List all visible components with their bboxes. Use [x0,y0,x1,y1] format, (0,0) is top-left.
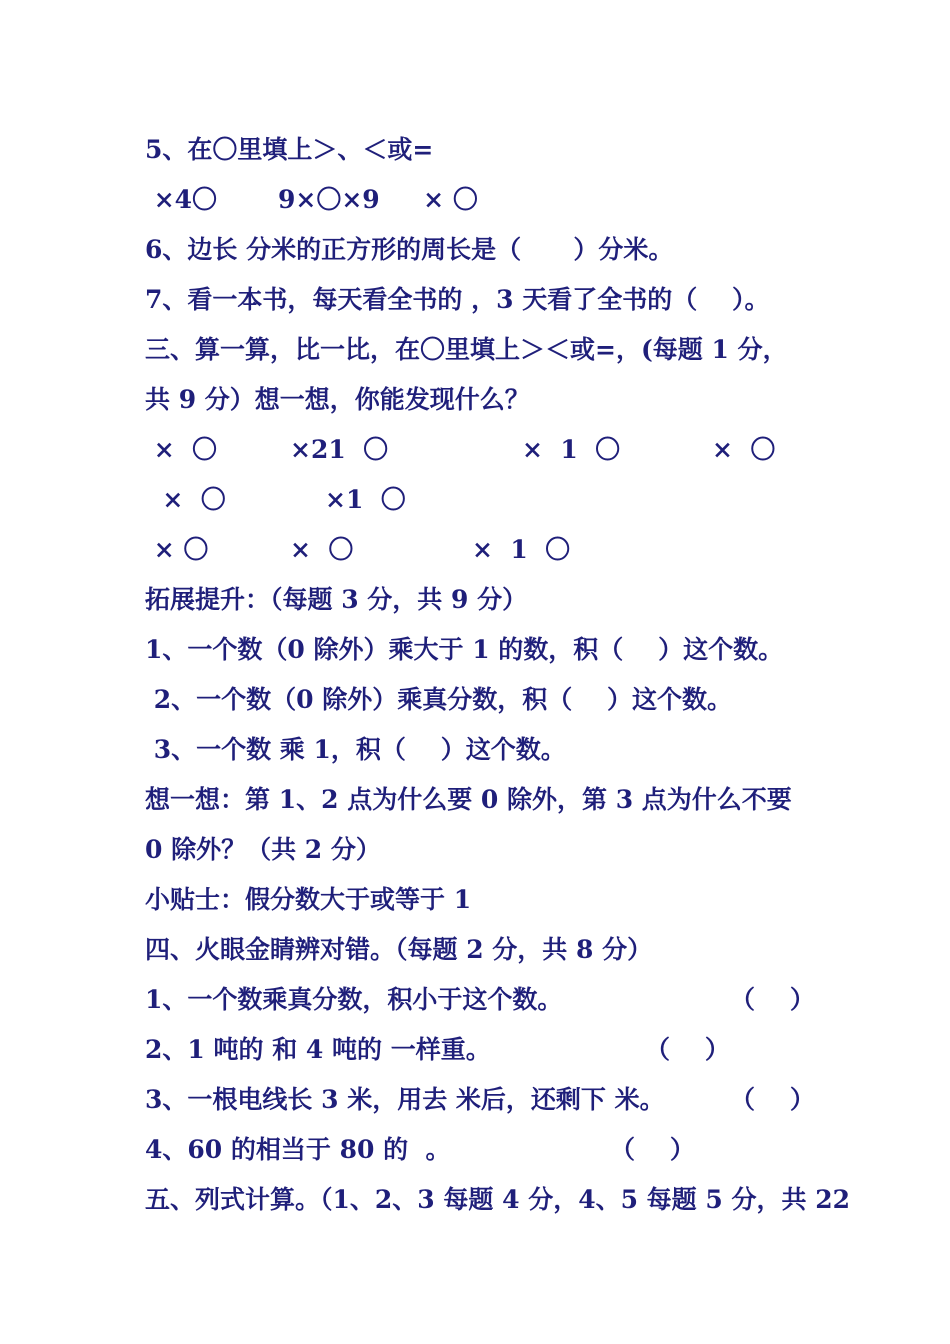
think-question-cont: 0 除外？（共 2 分） [145,835,381,864]
compare-item: × 〇 [290,535,354,564]
judge-2: 2、1 吨的 和 4 吨的 一样重。 [145,1035,491,1064]
think-question: 想一想：第 1、2 点为什么要 0 除外，第 3 点为什么不要 [145,785,792,814]
section-3-title-cont: 共 9 分）想一想，你能发现什么？ [145,385,530,414]
extension-3: 3、一个数 乘 1，积（ ）这个数。 [145,735,566,764]
compare-item: × 〇 [145,485,226,514]
judge-4: 4、60 的相当于 80 的 。 [145,1135,451,1164]
extension-1: 1、一个数（0 除外）乘大于 1 的数，积（ ）这个数。 [145,635,784,664]
extension-title: 拓展提升：（每题 3 分，共 9 分） [145,585,528,614]
judge-1-answer: （ ） [730,985,815,1014]
section-5-title: 五、列式计算。（1、2、3 每题 4 分，4、5 每题 5 分，共 22 [145,1185,850,1214]
section-4-title: 四、火眼金睛辨对错。（每题 2 分，共 8 分） [145,935,653,964]
question-5-items: ×4〇 9×〇×9 × 〇 [145,185,478,214]
judge-4-answer: （ ） [610,1135,695,1164]
judge-3-answer: （ ） [730,1085,815,1114]
question-6: 6、边长 分米的正方形的周长是（ ）分米。 [145,235,674,264]
compare-item: × 1 〇 [472,535,571,564]
judge-1: 1、一个数乘真分数，积小于这个数。 [145,985,563,1014]
section-3-title: 三、算一算，比一比，在〇里填上＞＜或=，(每题 1 分， [145,335,788,364]
question-5-title: 5、在〇里填上＞、＜或= [145,135,434,164]
compare-item: × 〇 [712,435,776,464]
extension-2: 2、一个数（0 除外）乘真分数，积（ ）这个数。 [145,685,733,714]
compare-item: × 〇 [145,535,209,564]
judge-3: 3、一根电线长 3 米，用去 米后，还剩下 米。 [145,1085,665,1114]
judge-2-answer: （ ） [645,1035,730,1064]
question-7: 7、看一本书，每天看全书的 ，3 天看了全书的（ ）。 [145,285,770,314]
compare-item: × 〇 [145,435,218,464]
compare-item: ×21 〇 [290,435,389,464]
compare-item: × 1 〇 [522,435,621,464]
compare-item: ×1 〇 [325,485,406,514]
tip: 小贴士：假分数大于或等于 1 [145,885,472,914]
